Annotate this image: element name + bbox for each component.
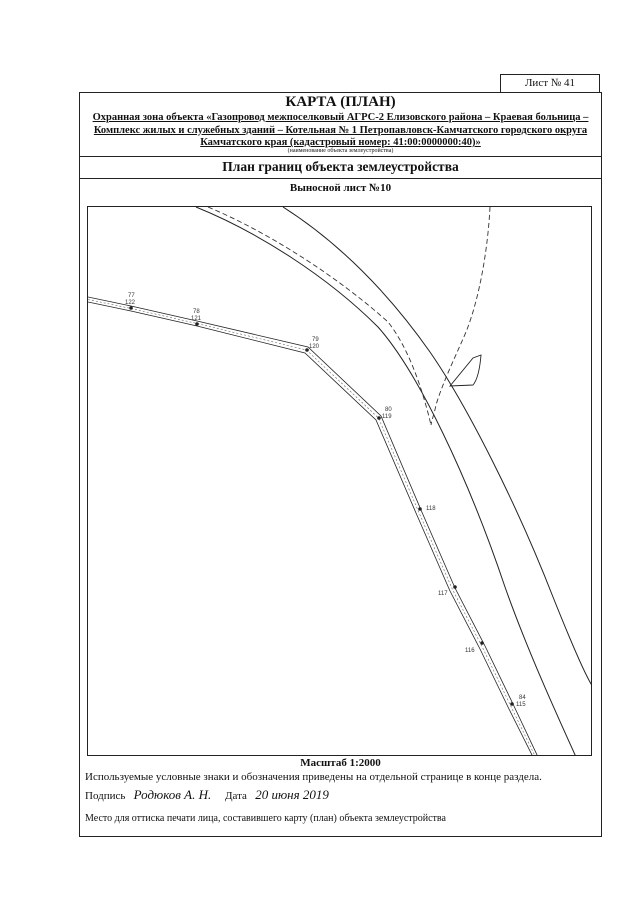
point-label: 84 [519,695,526,701]
object-description: Охранная зона объекта «Газопровод межпоселковый АГРС-2 Елизовского района – Краевая больница – Комплекс жилых и служебных зданий – Котельная № 1 Петропавловск-Камчатского городского округа Камчатского края (кадастровый номер: 41:00:0000000:40)» [92,112,589,148]
pipeline-centerline [88,300,536,757]
turning-point-84 [510,702,514,706]
signature-date: 20 июня 2019 [255,787,329,802]
turning-points [125,293,526,708]
legend-note: Используемые условные знаки и обозначения приведены на отдельной странице в конце раздела. [85,771,542,783]
point-label: 79 [312,337,319,343]
signature-name: Родюков А. Н. [133,787,212,802]
description-caption: (наименование объекта землеустройства) [287,147,394,154]
turning-point-117 [453,585,457,589]
map-area [87,206,592,756]
turning-point-80 [377,416,381,420]
map-title: КАРТА (ПЛАН) [285,94,396,110]
stamp-place-note: Место для оттиска печати лица, составившего карту (план) объекта землеустройства [85,813,446,824]
point-sublabel: 122 [125,300,136,306]
signature-label: Подпись [85,790,126,802]
point-label: 78 [193,309,200,315]
title-block [80,93,601,157]
map-frame [79,92,602,837]
dashed-boundary-left [208,207,431,425]
point-label: 117 [438,591,448,597]
point-sublabel: 121 [191,316,202,322]
date-label: Дата [225,790,247,802]
map-scale: Масштаб 1:2000 [300,757,381,769]
point-sublabel: 115 [516,702,526,708]
turning-point-116 [480,641,484,645]
sheet-title: Выносной лист №10 [289,182,392,194]
sheet-number: Лист № 41 [500,74,600,93]
point-label: 77 [128,293,135,299]
point-label: 116 [465,648,475,654]
map-drawing [88,207,592,756]
turning-point-118 [418,507,422,511]
road-edge-left [196,207,576,756]
point-label: 80 [385,407,392,413]
turning-point-78 [195,322,199,326]
signature-line [85,787,329,804]
point-sublabel: 120 [309,344,320,350]
road-edge-right [283,207,592,687]
section-title: План границ объекта землеустройства [80,156,601,179]
turning-point-77 [129,306,133,310]
parcel-outline [450,355,481,386]
dashed-boundary-right [431,207,490,425]
pipeline-zone-outer [88,297,538,756]
point-label: 118 [426,506,436,512]
point-sublabel: 119 [382,414,392,420]
pipeline-zone-inner [88,302,533,756]
